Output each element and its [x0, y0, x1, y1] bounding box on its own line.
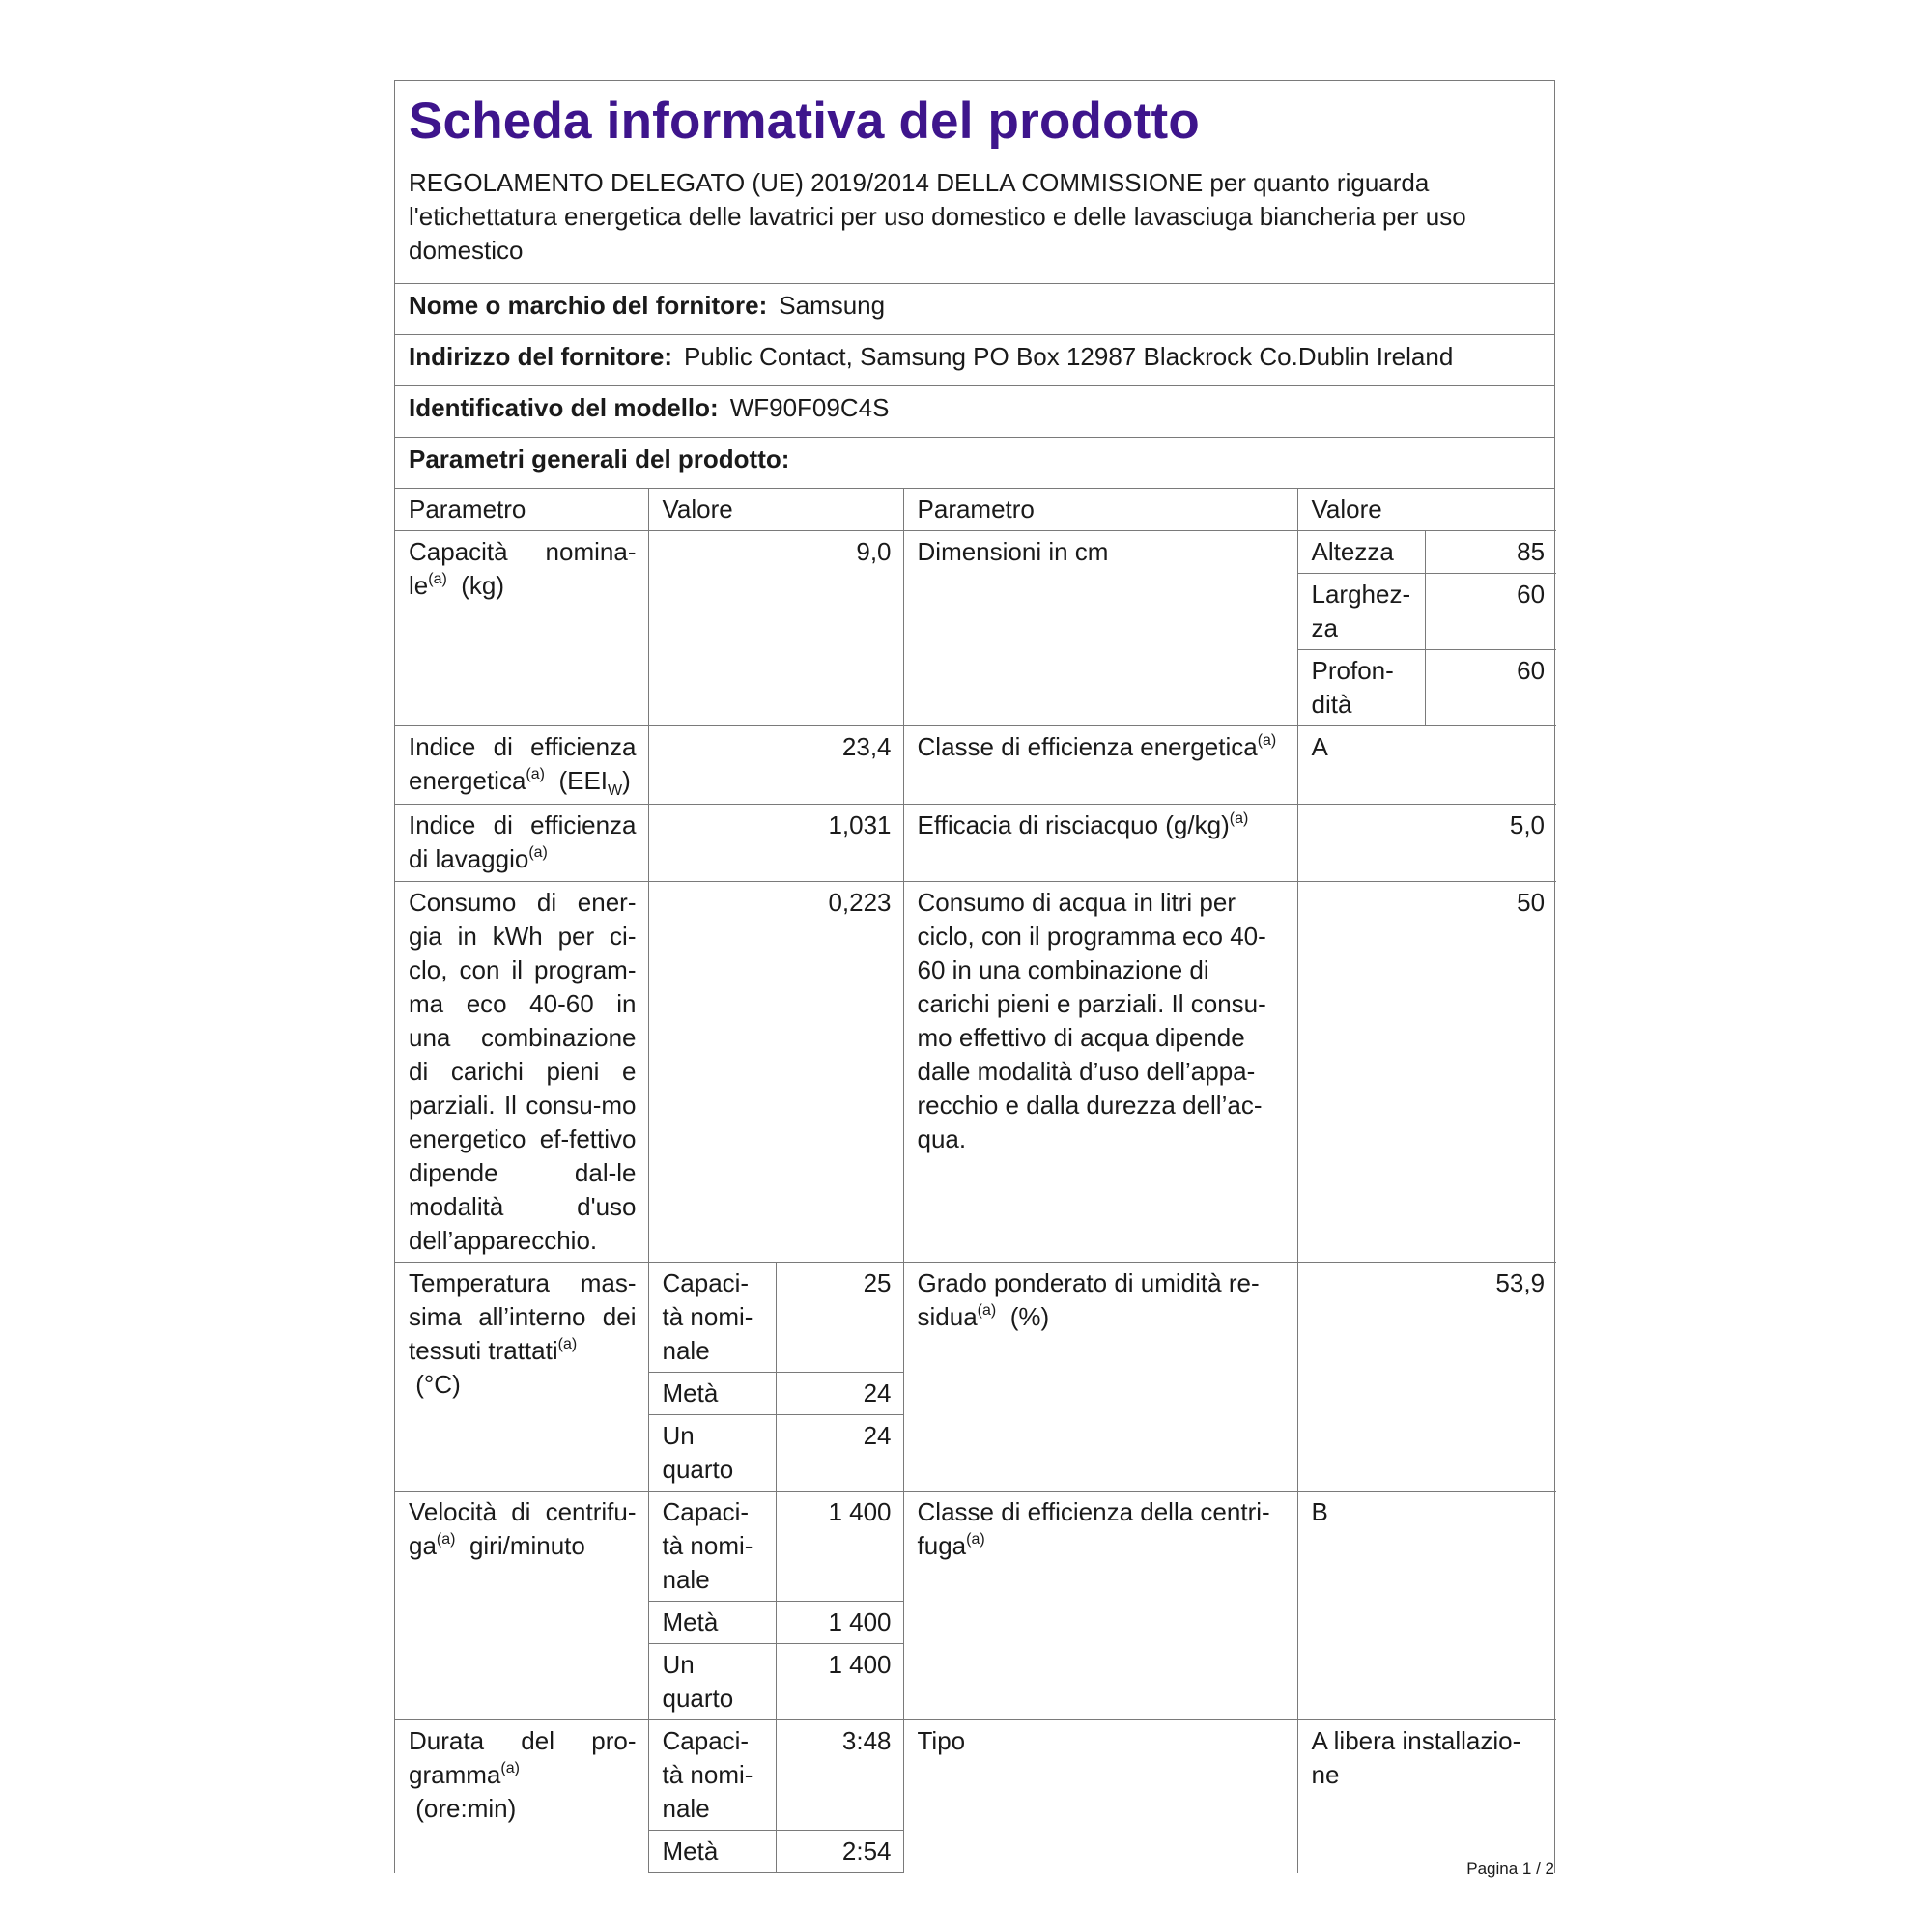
header-param-2: Parametro — [903, 489, 1297, 531]
wash-index-value: 1,031 — [648, 805, 903, 882]
table-row — [395, 1720, 1556, 1831]
rinse-label: Efficacia di risciacquo $(g/kg)^{(a)}$ — [903, 805, 1297, 882]
regulation-text: REGOLAMENTO DELEGATO (UE) 2019/2014 DELLA COMMISSIONE per quanto riguarda l'etichettatura energetica delle lavatrici per uso domestico e delle lavasciuga biancheria per uso domestico — [395, 156, 1554, 284]
duration-label: Durata del pro-gramma$^{(a)}$ (ore:min) — [395, 1720, 648, 1873]
moisture-value: 53,9 — [1297, 1263, 1556, 1492]
general-params-row — [395, 438, 1554, 489]
spin-speed-label: Velocità di centrifu-$ga^{(a)}$ giri/minuto — [395, 1492, 648, 1720]
height-value: 85 — [1425, 531, 1556, 574]
product-info-sheet — [394, 80, 1555, 1873]
spin-class-value: B — [1297, 1492, 1556, 1720]
duration-half-value: 2:54 — [776, 1831, 903, 1873]
spin-quarter-value: 1 400 — [776, 1644, 903, 1720]
capacity-value: 9,0 — [648, 531, 903, 726]
table-row — [395, 531, 1556, 574]
duration-rated-label: Capaci-tà nomi-nale — [648, 1720, 776, 1831]
eei-label: Indice di efficienza energetica$^{(a)}$ $(EEI_W)$ — [395, 726, 648, 805]
spin-rated-value: 1 400 — [776, 1492, 903, 1602]
width-value: 60 — [1425, 574, 1556, 650]
page-title: Scheda informativa del prodotto — [409, 93, 1200, 150]
type-label: Tipo — [903, 1720, 1297, 1873]
temp-quarter-value: 24 — [776, 1415, 903, 1492]
temp-half-value: 24 — [776, 1373, 903, 1415]
energy-class-value: A — [1297, 726, 1556, 805]
spin-class-label: Classe di efficienza della centri-fuga$^{(a)}$ — [903, 1492, 1297, 1720]
address-row — [395, 335, 1554, 386]
address-label: Indirizzo del fornitore: — [409, 342, 672, 371]
water-consumption-value: 50 — [1297, 882, 1556, 1263]
energy-consumption-value: 0,223 — [648, 882, 903, 1263]
spin-quarter-label: Un quarto — [648, 1644, 776, 1720]
model-label: Identificativo del modello: — [409, 393, 719, 422]
spin-rated-label: Capaci-tà nomi-nale — [648, 1492, 776, 1602]
spin-half-label: Metà — [648, 1602, 776, 1644]
height-label: Altezza — [1297, 531, 1425, 574]
energy-consumption-label: Consumo di ener-gia in kWh per ci-clo, con il program-ma eco 40-60 in una combinazione di carichi pieni e parziali. Il consu-mo energetico ef-fettivo dipende dal-le modalità d'uso dell’apparecchio. — [395, 882, 648, 1263]
duration-half-label: Metà — [648, 1831, 776, 1873]
header-value-2: Valore — [1297, 489, 1556, 531]
general-params-label: Parametri generali del prodotto: — [409, 444, 790, 473]
temp-quarter-label: Un quarto — [648, 1415, 776, 1492]
header-value: Valore — [648, 489, 903, 531]
model-row — [395, 386, 1554, 438]
water-consumption-label: Consumo di acqua in litri per ciclo, con il programma eco 40-60 in una combinazione di carichi pieni e parziali. Il consu-mo effettivo di acqua dipende dalle modalità d’uso dell’appa-recchio e dalla durezza dell’ac-qua. — [903, 882, 1297, 1263]
table-row — [395, 805, 1556, 882]
supplier-label: Nome o marchio del fornitore: — [409, 291, 768, 320]
dimensions-label: Dimensioni in cm — [903, 531, 1297, 726]
depth-label: Profon-dità — [1297, 650, 1425, 726]
page-number: Pagina 1 / 2 — [1466, 1860, 1554, 1878]
table-row — [395, 1492, 1556, 1602]
spin-half-value: 1 400 — [776, 1602, 903, 1644]
temp-rated-label: Capaci-tà nomi-nale — [648, 1263, 776, 1373]
wash-index-label: Indice di efficienza di lavaggio$^{(a)}$ — [395, 805, 648, 882]
capacity-label: Capacità nomina-$le^{(a)}$ (kg) — [395, 531, 648, 726]
table-row — [395, 1263, 1556, 1373]
address-value: Public Contact, Samsung PO Box 12987 Blackrock Co.Dublin Ireland — [684, 342, 1454, 371]
parameters-table — [395, 489, 1556, 1873]
supplier-row — [395, 284, 1554, 335]
temperature-label: Temperatura mas-sima all’interno dei tessuti trattati$^{(a)}$ (°C) — [395, 1263, 648, 1492]
temp-half-label: Metà — [648, 1373, 776, 1415]
table-row — [395, 882, 1556, 1263]
duration-rated-value: 3:48 — [776, 1720, 903, 1831]
supplier-value: Samsung — [779, 291, 886, 320]
model-value: WF90F09C4S — [729, 393, 890, 422]
type-value: A libera installazio-ne — [1297, 1720, 1556, 1873]
rinse-value: 5,0 — [1297, 805, 1556, 882]
depth-value: 60 — [1425, 650, 1556, 726]
width-label: Larghez-za — [1297, 574, 1425, 650]
header-param: Parametro — [395, 489, 648, 531]
table-row — [395, 726, 1556, 805]
energy-class-label: Classe di efficienza energetica$^{(a)}$ — [903, 726, 1297, 805]
moisture-label: Grado ponderato di umidità re-sidua$^{(a)}$ (%) — [903, 1263, 1297, 1492]
eei-value: 23,4 — [648, 726, 903, 805]
table-header-row — [395, 489, 1556, 531]
temp-rated-value: 25 — [776, 1263, 903, 1373]
